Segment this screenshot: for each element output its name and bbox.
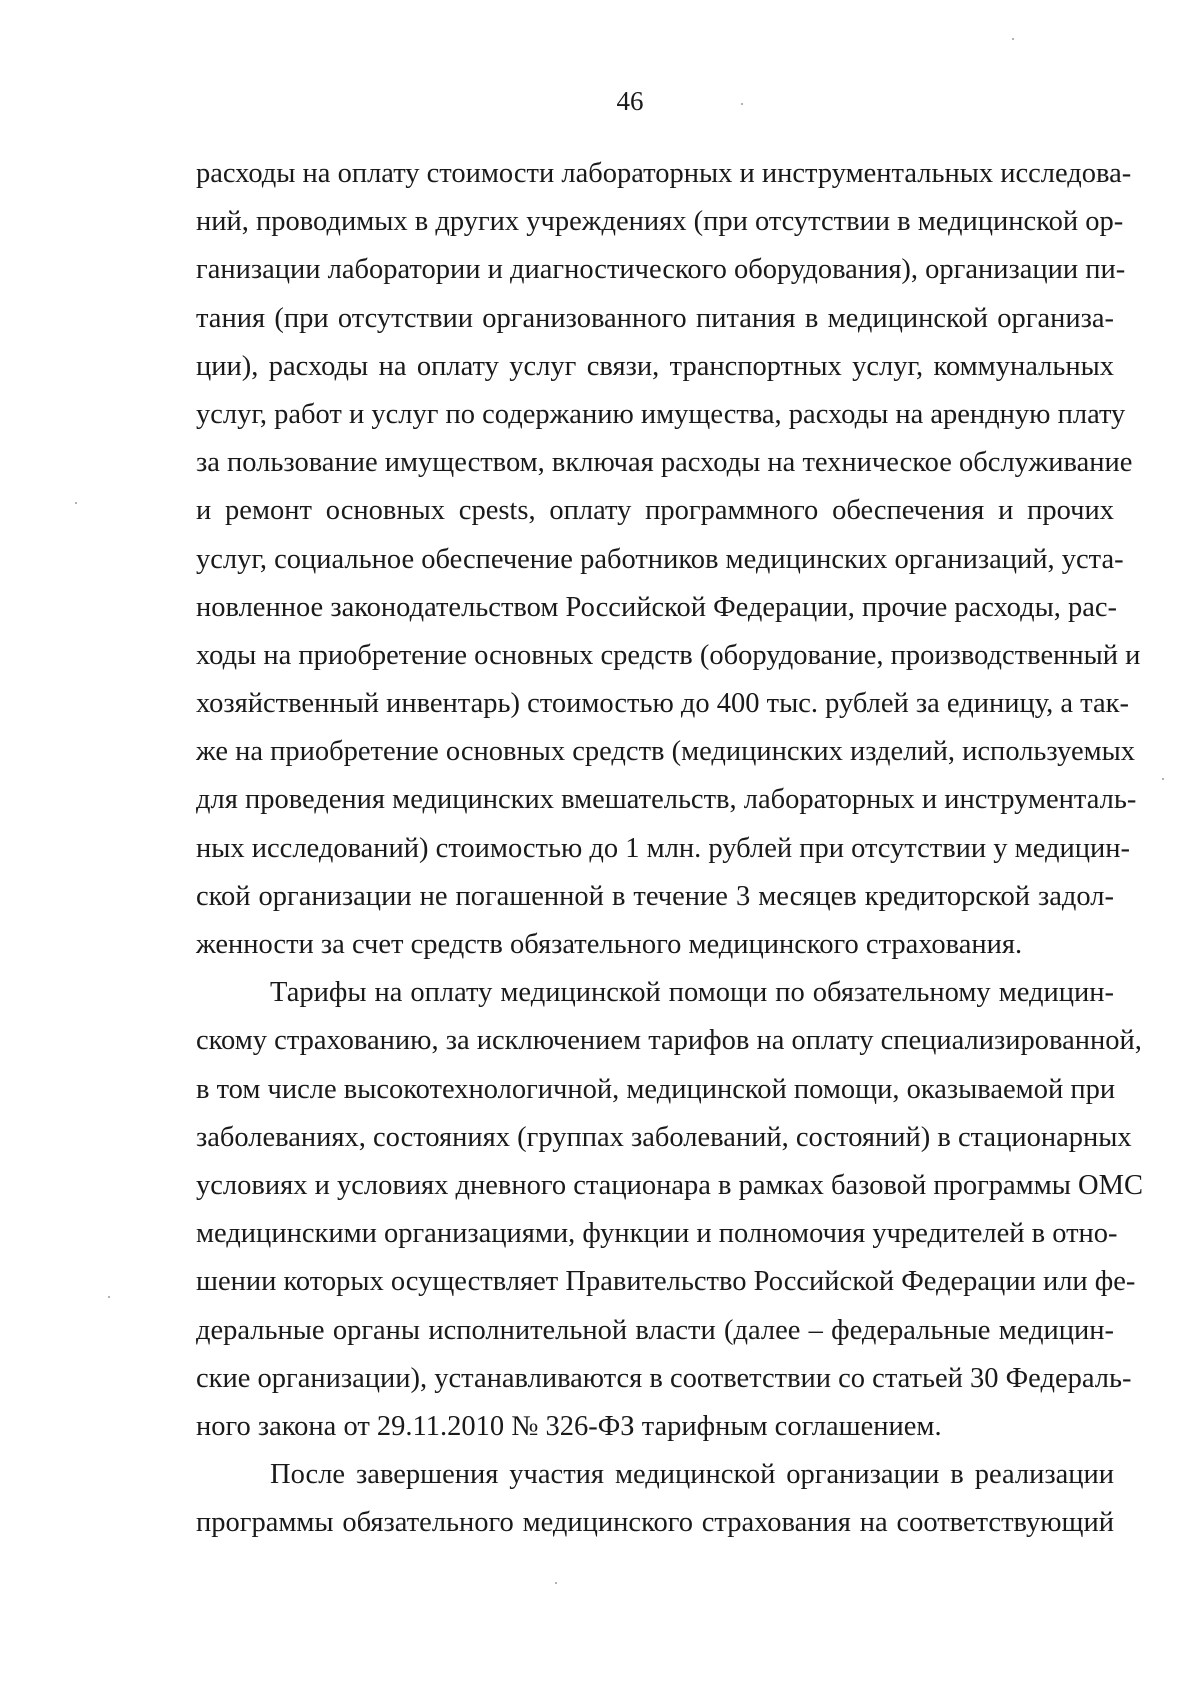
text-line: ганизации лаборатории и диагностического оборудования), организации пи- bbox=[196, 254, 1126, 286]
text-line: Тарифы на оплату медицинской помощи по обязательному медицин- bbox=[270, 977, 1114, 1009]
text-line: деральные органы исполнительной власти (далее – федеральные медицин- bbox=[196, 1314, 1114, 1346]
text-line: ний, проводимых в других учреждениях (при отсутствии в медицинской ор- bbox=[196, 206, 1124, 238]
text-line: программы обязательного медицинского страхования на соответствующий bbox=[196, 1507, 1114, 1539]
text-line: услуг, работ и услуг по содержанию имущества, расходы на арендную плату bbox=[196, 398, 1126, 430]
text-line: и ремонт основных срests, оплату программного обеспечения и прочих bbox=[196, 495, 1114, 527]
scan-speck bbox=[555, 1582, 557, 1584]
paragraph-1 bbox=[196, 150, 1141, 969]
text-line: шении которых осуществляет Правительство Российской Федерации или фе- bbox=[196, 1266, 1136, 1298]
text-line: ции), расходы на оплату услуг связи, транспортных услуг, коммунальных bbox=[196, 350, 1114, 382]
text-line: После завершения участия медицинской организации в реализации bbox=[270, 1459, 1114, 1491]
text-line: скому страхованию, за исключением тарифов на оплату специализированной, bbox=[196, 1025, 1142, 1057]
text-line: для проведения медицинских вмешательств, лабораторных и инструменталь- bbox=[196, 784, 1137, 816]
text-line: ской организации не погашенной в течение 3 месяцев кредиторской задол- bbox=[196, 880, 1114, 912]
text-line: ного закона от 29.11.2010 № 326-ФЗ тарифным соглашением. bbox=[196, 1410, 942, 1442]
text-line: новленное законодательством Российской Федерации, прочие расходы, рас- bbox=[196, 591, 1118, 623]
paragraph-3 bbox=[196, 1451, 1114, 1547]
text-line: за пользование имуществом, включая расходы на техническое обслуживание bbox=[196, 447, 1133, 479]
scan-speck bbox=[75, 502, 77, 504]
page-number bbox=[0, 86, 1200, 116]
paragraph-2 bbox=[196, 969, 1143, 1451]
scan-speck bbox=[108, 1296, 110, 1298]
text-line: хозяйственный инвентарь) стоимостью до 400 тыс. рублей за единицу, а так- bbox=[196, 688, 1129, 720]
text-line: в том числе высокотехнологичной, медицинской помощи, оказываемой при bbox=[196, 1073, 1116, 1105]
scan-speck bbox=[741, 103, 743, 105]
scan-speck bbox=[1162, 778, 1164, 780]
text-line: медицинскими организациями, функции и полномочия учредителей в отно- bbox=[196, 1218, 1118, 1250]
text-line: заболеваниях, состояниях (группах заболеваний, состояний) в стационарных bbox=[196, 1121, 1132, 1153]
text-line: услуг, социальное обеспечение работников медицинских организаций, уста- bbox=[196, 543, 1124, 575]
scan-speck bbox=[1012, 38, 1014, 40]
text-line: условиях и условиях дневного стационара в рамках базовой программы ОМС bbox=[196, 1169, 1143, 1201]
text-line: же на приобретение основных средств (медицинских изделий, используемых bbox=[196, 736, 1136, 768]
text-line: расходы на оплату стоимости лабораторных и инструментальных исследова- bbox=[196, 158, 1132, 189]
page-number-text: 46 bbox=[616, 86, 644, 116]
text-line: ходы на приобретение основных средств (оборудование, производственный и bbox=[196, 639, 1141, 671]
text-line: женности за счет средств обязательного медицинского страхования. bbox=[196, 929, 1023, 960]
text-line: тания (при отсутствии организованного питания в медицинской организа- bbox=[196, 302, 1114, 334]
text-line: ных исследований) стоимостью до 1 млн. рублей при отсутствии у медицин- bbox=[196, 832, 1130, 864]
body-text bbox=[196, 150, 1143, 1547]
text-line: ские организации), устанавливаются в соответствии со статьей 30 Федераль- bbox=[196, 1362, 1132, 1394]
